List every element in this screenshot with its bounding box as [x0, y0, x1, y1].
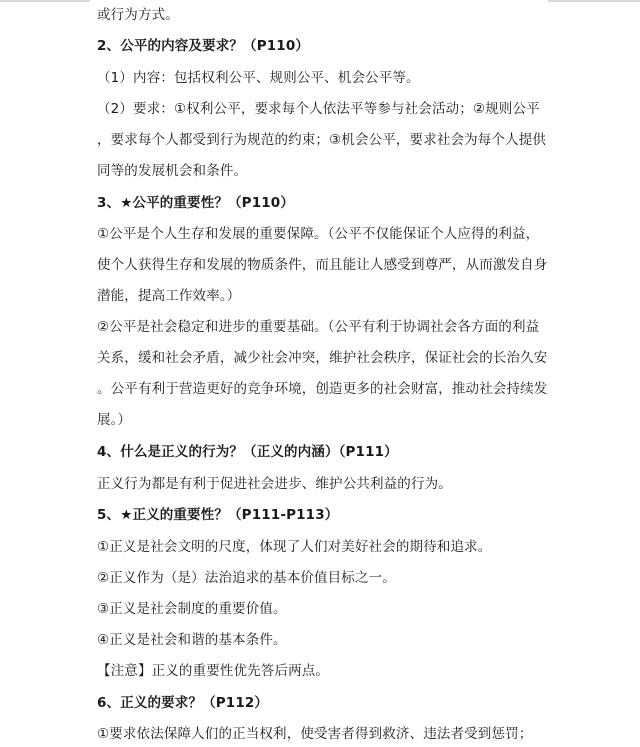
text-line: 同等的发展机会和条件。	[97, 163, 248, 179]
text-line: ④正义是社会和谐的基本条件。	[97, 632, 287, 648]
text-line: 【注意】正义的重要性优先答后两点。	[97, 663, 330, 679]
top-divider-left	[0, 0, 90, 2]
text-line: ②公平是社会稳定和进步的重要基础。（公平有利于协调社会各方面的利益	[97, 319, 540, 335]
section-heading: 3、★公平的重要性？（P110）	[97, 195, 294, 211]
section-heading: 2、公平的内容及要求？（P110）	[97, 38, 310, 54]
text-line: ②正义作为（是）法治追求的基本价值目标之一。	[97, 570, 396, 586]
text-line: ③正义是社会制度的重要价值。	[97, 601, 287, 617]
text-line: ，要求每个人都受到行为规范的约束；③机会公平，要求社会为每个人提供	[97, 132, 547, 148]
text-line: 正义行为都是有利于促进社会进步、维护公共利益的行为。	[97, 476, 452, 492]
section-heading: 6、正义的要求？（P112）	[97, 695, 269, 711]
text-line: （1）内容：包括权利公平、规则公平、机会公平等。	[97, 70, 420, 86]
top-divider-right	[548, 0, 640, 2]
section-heading: 5、★正义的重要性？（P111-P113）	[97, 507, 339, 523]
text-line: ①要求依法保障人们的正当权利，使受害者得到救济、违法者受到惩罚；	[97, 726, 533, 742]
text-line: ①正义是社会文明的尺度，体现了人们对美好社会的期待和追求。	[97, 539, 492, 555]
text-line: 或行为方式。	[97, 7, 179, 23]
text-line: 。公平有利于营造更好的竞争环境，创造更多的社会财富，推动社会持续发	[97, 381, 548, 397]
text-line: （2）要求：①权利公平，要求每个人依法平等参与社会活动；②规则公平	[97, 101, 540, 117]
text-line: 潜能，提高工作效率。）	[97, 288, 241, 304]
text-line: ①公平是个人生存和发展的重要保障。（公平不仅能保证个人应得的利益，	[97, 226, 540, 242]
text-line: 展。）	[97, 412, 132, 428]
section-heading: 4、什么是正义的行为？（正义的内涵）（P111）	[97, 444, 398, 460]
text-line: 关系，缓和社会矛盾，减少社会冲突，维护社会秩序，保证社会的长治久安	[97, 350, 548, 366]
text-line: 使个人获得生存和发展的物质条件，而且能让人感受到尊严，从而激发自身	[97, 257, 548, 273]
